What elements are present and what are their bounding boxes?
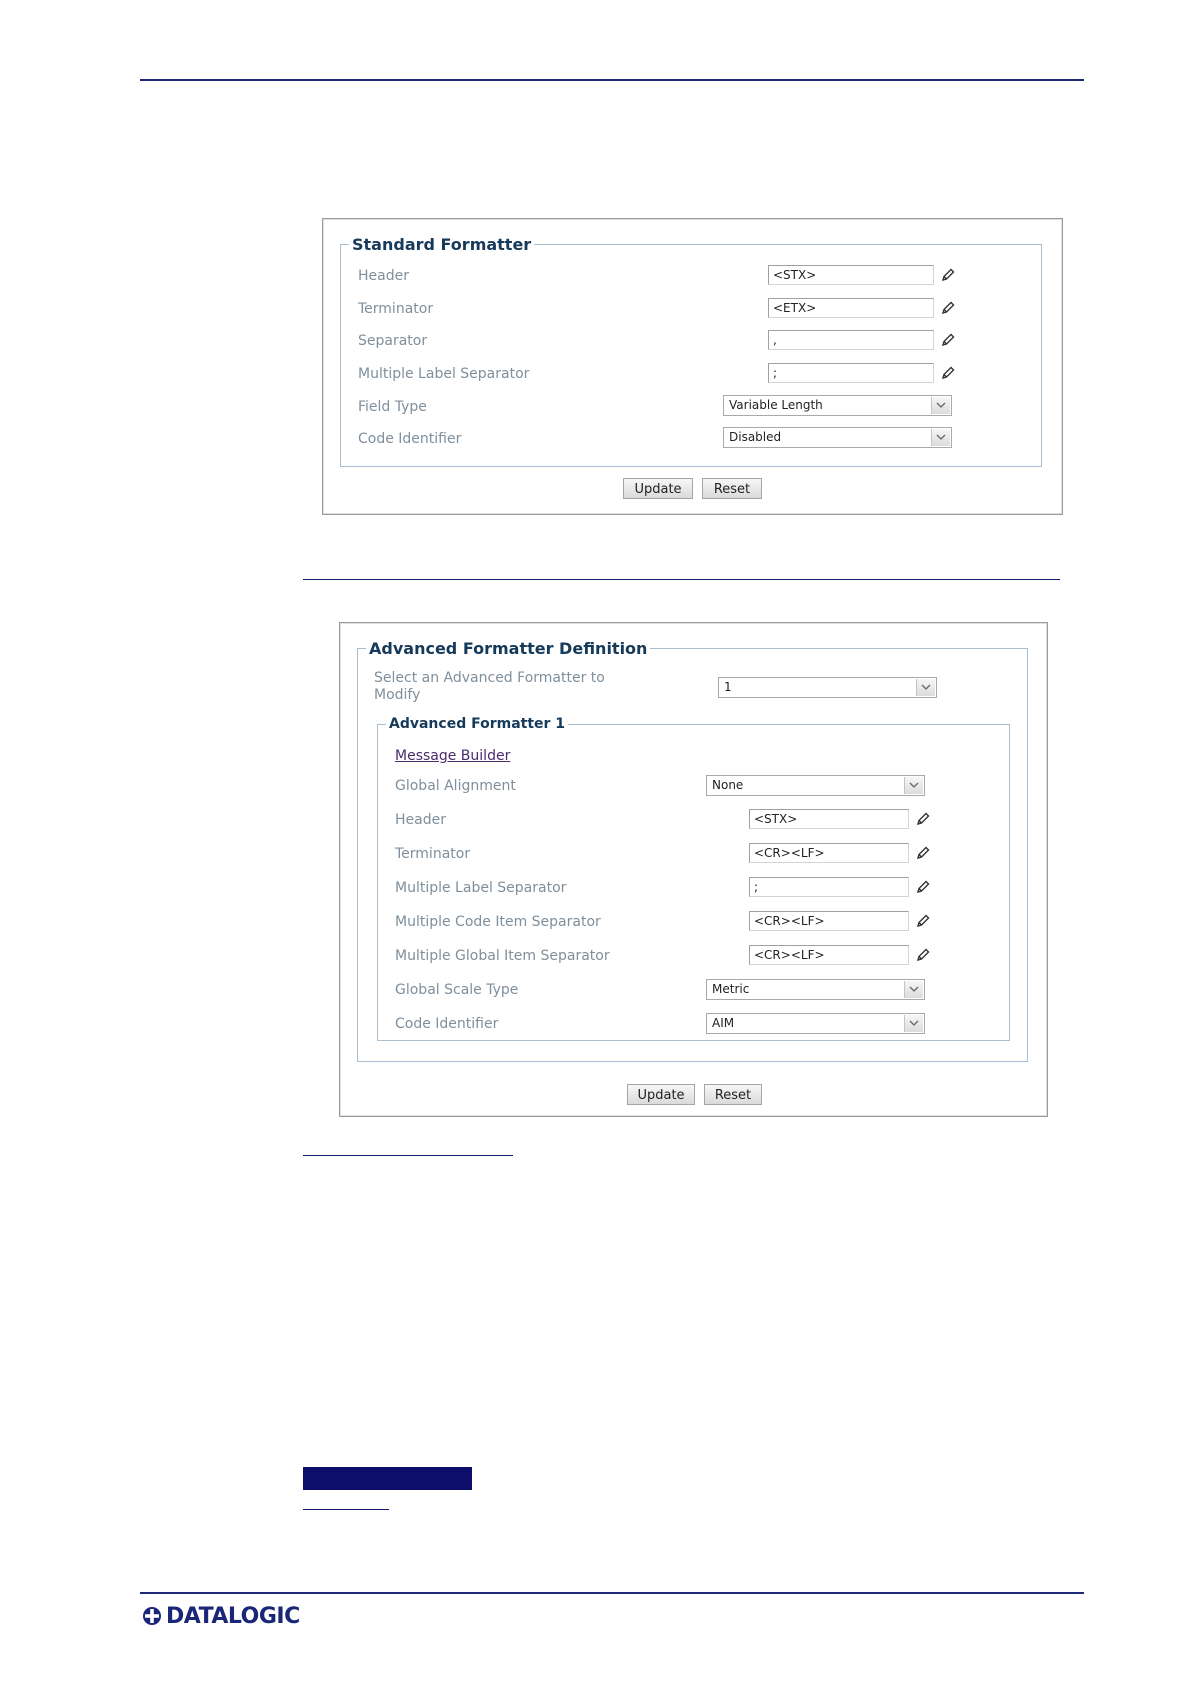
edit-icon[interactable] (916, 948, 930, 962)
std-field-type-label: Field Type (358, 399, 427, 415)
adv-multi-code-item-sep-input[interactable] (749, 911, 909, 931)
edit-icon[interactable] (916, 914, 930, 928)
advanced-formatter-panel (339, 622, 1048, 1117)
adv-header-input[interactable] (749, 809, 909, 829)
advanced-formatter-title: Advanced Formatter Definition (369, 639, 648, 658)
edit-icon[interactable] (916, 812, 930, 826)
edit-icon[interactable] (941, 333, 955, 347)
chevron-down-icon[interactable] (904, 1015, 923, 1032)
adv-multi-label-sep-input[interactable] (749, 877, 909, 897)
adv-scale-type-value: Metric (712, 982, 750, 996)
footer-rule (140, 1592, 1084, 1594)
adv-multi-global-item-sep-input[interactable] (749, 945, 909, 965)
edit-icon[interactable] (941, 366, 955, 380)
adv-multi-label-sep-label: Multiple Label Separator (395, 880, 567, 896)
adv-header-label: Header (395, 812, 446, 828)
adv-multi-code-item-sep-label: Multiple Code Item Separator (395, 914, 601, 930)
adv-select-formatter-label: Select an Advanced Formatter to Modify (374, 670, 605, 703)
chevron-down-icon[interactable] (904, 981, 923, 998)
edit-icon[interactable] (916, 846, 930, 860)
std-reset-button[interactable]: Reset (702, 478, 762, 499)
chevron-down-icon[interactable] (904, 777, 923, 794)
chevron-down-icon[interactable] (931, 397, 950, 414)
chevron-down-icon[interactable] (931, 429, 950, 446)
std-field-type-value: Variable Length (729, 398, 823, 412)
edit-icon[interactable] (916, 880, 930, 894)
adv-scale-type-label: Global Scale Type (395, 982, 519, 998)
adv-alignment-label: Global Alignment (395, 778, 516, 794)
adv-code-identifier-value: AIM (712, 1016, 735, 1030)
chevron-down-icon[interactable] (916, 679, 935, 696)
datalogic-logo-text: DATALOGIC (166, 1603, 300, 1629)
std-header-label: Header (358, 268, 409, 284)
adv-alignment-select[interactable] (706, 775, 925, 796)
adv-update-button[interactable]: Update (627, 1084, 695, 1105)
header-rule (140, 79, 1084, 81)
adv-multi-global-item-sep-label: Multiple Global Item Separator (395, 948, 610, 964)
adv-code-identifier-label: Code Identifier (395, 1016, 499, 1032)
std-code-identifier-select[interactable] (723, 427, 952, 448)
std-terminator-input[interactable] (768, 298, 934, 318)
caption-underline (303, 579, 1060, 580)
adv-code-identifier-select[interactable] (706, 1013, 925, 1034)
std-multi-label-sep-label: Multiple Label Separator (358, 366, 530, 382)
adv-reset-button[interactable]: Reset (704, 1084, 762, 1105)
datalogic-mark-icon (142, 1606, 162, 1626)
edit-icon[interactable] (941, 268, 955, 282)
adv-terminator-input[interactable] (749, 843, 909, 863)
nav-link-underline[interactable] (303, 1509, 389, 1510)
adv-terminator-label: Terminator (395, 846, 471, 862)
std-code-identifier-label: Code Identifier (358, 431, 462, 447)
std-separator-input[interactable] (768, 330, 934, 350)
navigation-block[interactable] (303, 1467, 472, 1490)
edit-icon[interactable] (941, 301, 955, 315)
message-builder-link[interactable]: Message Builder (395, 748, 511, 764)
std-header-input[interactable] (768, 265, 934, 285)
standard-formatter-panel (322, 218, 1063, 515)
adv-select-formatter-select[interactable] (718, 677, 937, 698)
std-update-button[interactable]: Update (623, 478, 693, 499)
adv-alignment-value: None (712, 778, 744, 792)
adv-scale-type-select[interactable] (706, 979, 925, 1000)
standard-formatter-title: Standard Formatter (352, 235, 532, 254)
caption-underline (303, 1155, 513, 1156)
std-terminator-label: Terminator (358, 301, 434, 317)
std-multi-label-sep-input[interactable] (768, 363, 934, 383)
advanced-formatter-1-title: Advanced Formatter 1 (389, 716, 566, 732)
std-code-identifier-value: Disabled (729, 430, 782, 444)
std-field-type-select[interactable] (723, 395, 952, 416)
adv-select-formatter-value: 1 (724, 680, 732, 694)
std-separator-label: Separator (358, 333, 428, 349)
datalogic-logo (142, 1604, 300, 1628)
